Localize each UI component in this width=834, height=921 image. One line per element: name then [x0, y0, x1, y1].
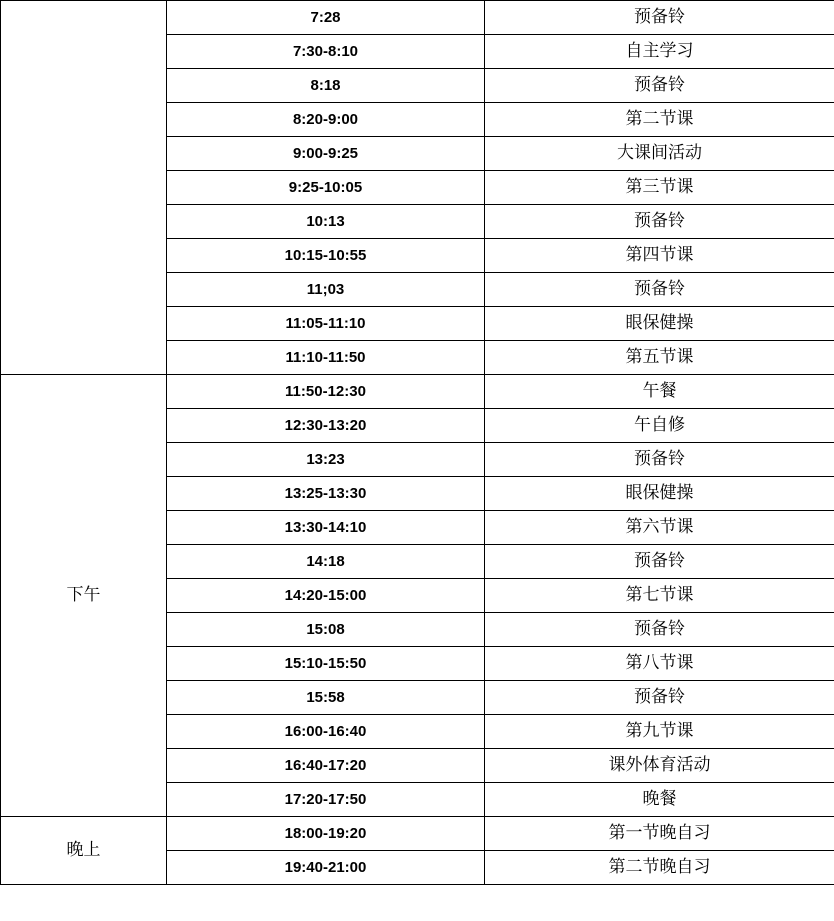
event-cell: 预备铃 [485, 205, 834, 239]
table-row [1, 375, 834, 409]
event-cell: 第二节课 [485, 103, 834, 137]
time-cell: 15:10-15:50 [167, 647, 485, 681]
event-cell: 第九节课 [485, 715, 834, 749]
time-cell: 11:10-11:50 [167, 341, 485, 375]
event-cell: 第八节课 [485, 647, 834, 681]
event-cell: 午自修 [485, 409, 834, 443]
period-cell: 下午 [1, 375, 167, 817]
event-cell: 第六节课 [485, 511, 834, 545]
time-cell: 11:50-12:30 [167, 375, 485, 409]
period-cell [1, 1, 167, 375]
time-cell: 12:30-13:20 [167, 409, 485, 443]
table-row [1, 1, 834, 35]
time-cell: 19:40-21:00 [167, 851, 485, 885]
time-cell: 13:30-14:10 [167, 511, 485, 545]
time-cell: 18:00-19:20 [167, 817, 485, 851]
event-cell: 预备铃 [485, 613, 834, 647]
event-cell: 午餐 [485, 375, 834, 409]
event-cell: 第七节课 [485, 579, 834, 613]
time-cell: 16:40-17:20 [167, 749, 485, 783]
time-cell: 11;03 [167, 273, 485, 307]
event-cell: 预备铃 [485, 69, 834, 103]
event-cell: 自主学习 [485, 35, 834, 69]
time-cell: 7:30-8:10 [167, 35, 485, 69]
time-cell: 15:58 [167, 681, 485, 715]
schedule-table-body [1, 1, 834, 885]
event-cell: 第三节课 [485, 171, 834, 205]
time-cell: 17:20-17:50 [167, 783, 485, 817]
event-cell: 眼保健操 [485, 307, 834, 341]
table-row [1, 817, 834, 851]
event-cell: 大课间活动 [485, 137, 834, 171]
time-cell: 10:15-10:55 [167, 239, 485, 273]
time-cell: 13:25-13:30 [167, 477, 485, 511]
time-cell: 10:13 [167, 205, 485, 239]
event-cell: 课外体育活动 [485, 749, 834, 783]
time-cell: 14:20-15:00 [167, 579, 485, 613]
event-cell: 预备铃 [485, 1, 834, 35]
event-cell: 第二节晚自习 [485, 851, 834, 885]
event-cell: 第四节课 [485, 239, 834, 273]
time-cell: 8:18 [167, 69, 485, 103]
event-cell: 预备铃 [485, 273, 834, 307]
event-cell: 预备铃 [485, 545, 834, 579]
period-cell: 晚上 [1, 817, 167, 885]
time-cell: 9:00-9:25 [167, 137, 485, 171]
time-cell: 15:08 [167, 613, 485, 647]
time-cell: 14:18 [167, 545, 485, 579]
event-cell: 预备铃 [485, 681, 834, 715]
time-cell: 7:28 [167, 1, 485, 35]
event-cell: 第一节晚自习 [485, 817, 834, 851]
event-cell: 预备铃 [485, 443, 834, 477]
event-cell: 眼保健操 [485, 477, 834, 511]
time-cell: 8:20-9:00 [167, 103, 485, 137]
event-cell: 第五节课 [485, 341, 834, 375]
time-cell: 16:00-16:40 [167, 715, 485, 749]
time-cell: 13:23 [167, 443, 485, 477]
time-cell: 9:25-10:05 [167, 171, 485, 205]
event-cell: 晚餐 [485, 783, 834, 817]
time-cell: 11:05-11:10 [167, 307, 485, 341]
